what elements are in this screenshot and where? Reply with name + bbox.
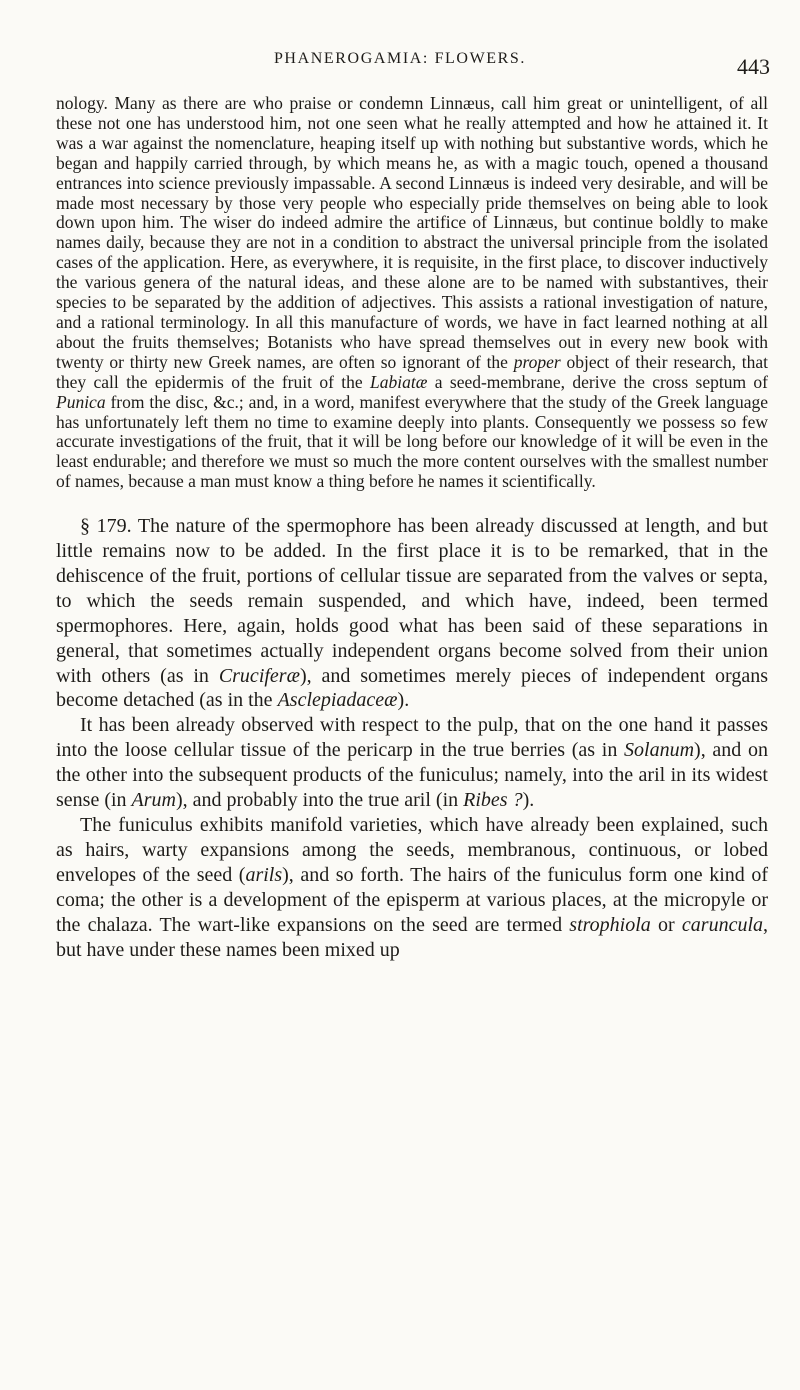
section-paragraph: § 179. The nature of the spermophore has been already discussed at length, and but little remains now to be added. In the first place it is to be remarked, that in the dehiscence of the fruit, portions of cellular tissue are separated from the valves or septa, to which the seeds remain suspended, and which have, indeed, been termed spermophores. Here, again, holds good what has been said of these separations in general, that sometimes actually independent organs become solved from their union with others (as in Cruciferæ), and sometimes merely pieces of independent organs become detached (as in the Asclepiadaceæ). <box>56 515 768 712</box>
body-text <box>56 94 768 962</box>
italic-term: arils <box>245 863 283 886</box>
section-gap <box>56 492 768 514</box>
italic-term: strophiola <box>569 913 651 936</box>
italic-term: Asclepiadaceæ <box>277 689 398 712</box>
running-title: PHANEROGAMIA: FLOWERS. <box>273 50 527 67</box>
italic-term: Solanum <box>624 739 695 762</box>
section-paragraph: It has been already observed with respect to the pulp, that on the one hand it passes into the loose cellular tissue of the pericarp in the true berries (as in Solanum), and on the other into the subsequent products of the funiculus; namely, into the aril in its widest sense (in Arum), and probably into the true aril (in Ribes ?). <box>56 714 768 812</box>
italic-term: Cruciferæ <box>218 664 300 687</box>
italic-term: caruncula <box>681 913 763 936</box>
page-number: 443 <box>737 54 770 79</box>
italic-term: Arum <box>131 789 176 812</box>
italic-term: Punica <box>56 391 106 412</box>
italic-term: Ribes ? <box>463 789 523 812</box>
running-head <box>0 46 800 79</box>
footnote-paragraph: nology. Many as there are who praise or condemn Linnæus, call him great or unintelligent, of all these not one has understood him, not one seen what he really attempted and how he attained it. It was a war against the nomenclature, heaping itself up with nothing but substantive words, which he began and happily carried through, by which means he, as with a magic touch, opened a thousand entrances into science previously impassable. A second Linnæus is indeed very desirable, and will be made most necessary by those very people who especially pride themselves on being able to look down upon him. The wiser do indeed admire the artifice of Linnæus, but continue boldly to make names daily, because they are not in a condition to abstract the universal principle from the isolated cases of the application. Here, as everywhere, it is requisite, in the first place, to discover inductively the various genera of the natural ideas, and these alone are to be named with substantives, their species to be separated by the addition of adjectives. This assists a rational investigation of nature, and a rational terminology. In all this manufacture of words, we have in fact learned nothing at all about the fruits themselves; Botanists who have spread themselves out in every new book with twenty or thirty new Greek names, are often so ignorant of the proper object of their research, that they call the epidermis of the fruit of the Labiatæ a seed-membrane, derive the cross septum of Punica from the disc, &c.; and, in a word, manifest everywhere that the study of the Greek language has unfortunately left them no time to examine deeply into plants. Consequently we possess so few accurate investigations of the fruit, that it will be long before our knowledge of it will be even in the least endurable; and therefore we must so much the more content ourselves with the smallest number of names, because a man must know a thing before he names it scientifically. <box>56 93 769 492</box>
italic-term: Labiatæ <box>370 371 428 392</box>
italic-term: proper <box>513 351 561 372</box>
section-paragraph: The funiculus exhibits manifold varieties, which have already been explained, such as hairs, warty expansions among the seeds, membranous, continuous, or lobed envelopes of the seed (arils), and so forth. The hairs of the funiculus form one kind of coma; the other is a development of the episperm at various places, at the micropyle or the chalaza. The wart-like expansions on the seed are termed strophiola or caruncula, but have under these names been mixed up <box>56 814 768 961</box>
